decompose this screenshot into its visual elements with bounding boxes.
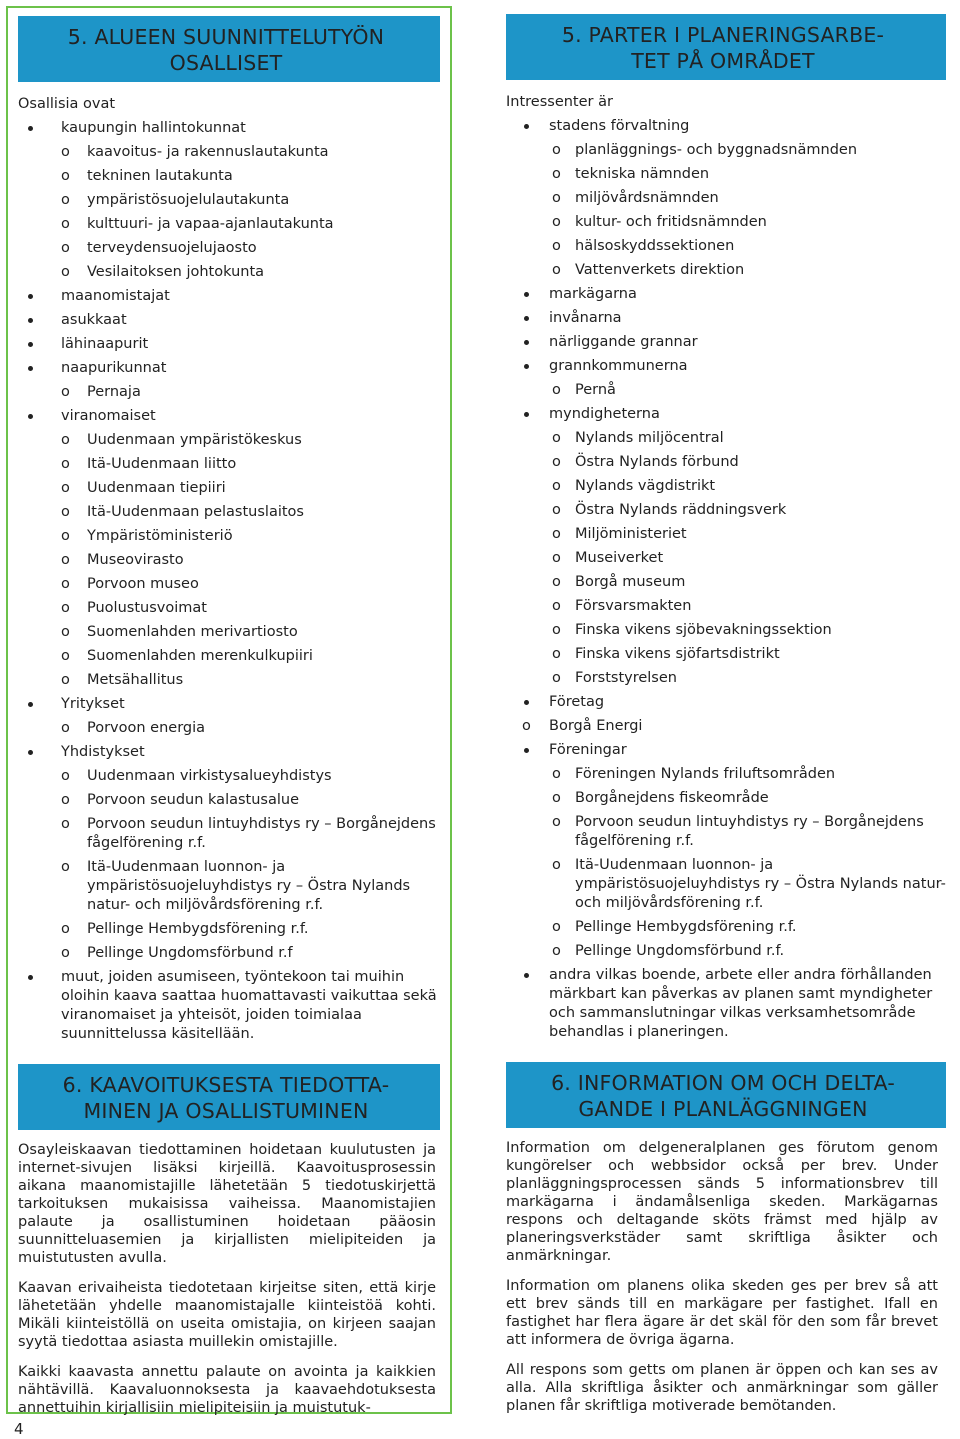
sub-list-item: o kultur- och fritidsnämnden [500,213,946,232]
sub-list-item: o Porvoon energia [8,719,450,738]
sub-list [8,143,450,282]
sub-list-item: o kaavoitus- ja rakennuslautakunta [8,143,450,162]
sub-list [500,429,946,688]
list-item-label: grannkommunerna [549,358,688,374]
sub-list-item: o Itä-Uudenmaan luonnon- ja ympäristösuojeluyhdistys ry – Östra Nylands natur- och miljövårdsförening r.f. [500,856,946,913]
list-item [8,743,450,963]
sub-list [500,765,946,961]
sub-list-item: o Försvarsmakten [500,597,946,616]
list-item [8,407,450,690]
list-item-label: lähinaapurit [61,336,149,352]
list-item-label: muut, joiden asumiseen, työntekoon tai muihin oloihin kaava saattaa huomattavasti vaikuttaa sekä viranomaiset ja yhteisöt, joiden toimialaa suunnittelussa käsitellään. [61,969,437,1042]
sub-list-item: o Östra Nylands förbund [500,453,946,472]
sub-list-item: o Uudenmaan tiepiiri [8,479,450,498]
list-item-label: naapurikunnat [61,360,167,376]
finnish-column [6,6,452,1414]
list-item-label: stadens förvaltning [549,118,690,134]
participants-list-sv [500,117,946,1042]
sub-list-item: o Suomenlahden merivartiosto [8,623,450,642]
list-item [8,968,450,1044]
list-item-label: närliggande grannar [549,334,698,350]
sub-list-item: o tekninen lautakunta [8,167,450,186]
list-item-label: Yritykset [61,696,125,712]
sub-list-item: o Museiverket [500,549,946,568]
sub-list-item: o terveydensuojelujaosto [8,239,450,258]
paragraph: Information om planens olika skeden ges per brev så att ett brev sänds till en markägare per fastighet. Ifall en fastighet har flera ägare är det skäl för den som får brevet att informera de övriga ägarna. [506,1278,938,1348]
list-item-label: markägarna [549,286,637,302]
sub-list-item: o Metsähallitus [8,671,450,690]
list-item-label: maanomistajat [61,288,170,304]
sub-list-item: o Finska vikens sjöbevakningssektion [500,621,946,640]
list-item-label: Borgå Energi [549,718,643,734]
paragraph: Osayleiskaavan tiedottaminen hoidetaan kuulutusten ja internet-sivujen lisäksi kirjeillä. Kaavoitusprosessin aikana maanomistajille lähetetään 5 tiedotuskirjettä tarkoituksen mukaisissa vaiheissa. Maanomistajien palaute ja osallistuminen hoidetaan pääosin suunnitteluasemien ja kirjallisten mielipiteiden ja muistutusten avulla. [18,1142,436,1266]
list-item [500,333,946,352]
sub-list-item: o Pellinge Ungdomsförbund r.f. [500,942,946,961]
sub-list-item: o Finska vikens sjöfartsdistrikt [500,645,946,664]
list-item-label: myndigheterna [549,406,660,422]
heading-line: 6. INFORMATION OM OCH DELTA- [551,1071,895,1095]
sub-list-item: o planläggnings- och byggnadsnämnden [500,141,946,160]
sub-list-item: o Porvoon museo [8,575,450,594]
paragraph: All respons som getts om planen är öppen och kan ses av alla. Alla skriftliga åsikter och anmärkningar som gäller planen får skriftliga motiverade bemötanden. [506,1362,938,1414]
paragraph: Information om delgeneralplanen ges förutom genom kungörelser och webbsidor också per brev. Under planläggningsprocessen sänds 5 informationsbrev till markägarna i ändamålsenliga skeden. Markägarnas respons och deltagande sköts främst med hjälp av planeringsverkstäder samt skriftliga åsikter och anmärkningar. [506,1140,938,1264]
section-6-heading-fi [18,1064,440,1130]
sub-list-item: o Nylands miljöcentral [500,429,946,448]
heading-line: TET PÅ OMRÅDET [631,49,815,73]
list-item [8,287,450,306]
heading-line: 5. ALUEEN SUUNNITTELUTYÖN [67,25,385,49]
sub-list-item: o Föreningen Nylands friluftsområden [500,765,946,784]
list-item-label: Yhdistykset [61,744,145,760]
sub-list [8,431,450,690]
list-item [8,311,450,330]
list-item [8,119,450,282]
section-5-heading-sv [506,14,946,80]
sub-list-item: o Porvoon seudun lintuyhdistys ry – Borgånejdens fågelförening r.f. [8,815,450,853]
sub-list-item: o Porvoon seudun lintuyhdistys ry – Borgånejdens fågelförening r.f. [500,813,946,851]
list-item-label: invånarna [549,310,622,326]
participants-intro-sv: Intressenter är [506,94,613,110]
list-item [8,359,450,402]
list-item [500,966,946,1042]
sub-list-item: o miljövårdsnämnden [500,189,946,208]
list-item-label: viranomaiset [61,408,156,424]
swedish-column [500,6,946,1414]
sub-list-item: o Pellinge Hembygdsförening r.f. [8,920,450,939]
list-item [500,717,946,736]
list-item-label: asukkaat [61,312,127,328]
section-6-sv [500,1054,946,1427]
sub-list-item: o Vattenverkets direktion [500,261,946,280]
paragraph: Kaavan erivaiheista tiedotetaan kirjeitse siten, että kirje lähetetään yhdelle maanomistajalle kiinteistöä kohti. Mikäli kiinteistöllä on useita omistajia, on kirjeen saajan syytä tiedottaa asiasta muillekin omistajille. [18,1280,436,1350]
list-item [500,357,946,400]
sub-list-item: o Nylands vägdistrikt [500,477,946,496]
sub-list-item: o Östra Nylands räddningsverk [500,501,946,520]
sub-list-item: o Forststyrelsen [500,669,946,688]
sub-list-item: o hälsoskyddssektionen [500,237,946,256]
sub-list-item: o Itä-Uudenmaan luonnon- ja ympäristösuojeluyhdistys ry – Östra Nylands natur- och miljövårdsförening r.f. [8,858,450,915]
sub-list [8,383,450,402]
participants-list-fi [8,119,450,1044]
sub-list [500,141,946,280]
sub-list-item: o Itä-Uudenmaan liitto [8,455,450,474]
sub-list [500,381,946,400]
sub-list-item: o Uudenmaan virkistysalueyhdistys [8,767,450,786]
list-item [8,695,450,738]
page-number: 4 [14,1420,24,1438]
heading-line: 6. KAAVOITUKSESTA TIEDOTTA- [62,1073,390,1097]
list-item-label: kaupungin hallintokunnat [61,120,246,136]
sub-list-item: o ympäristösuojelulautakunta [8,191,450,210]
sub-list-item: o Pernaja [8,383,450,402]
sub-list-item: o Suomenlahden merenkulkupiiri [8,647,450,666]
list-item [500,309,946,328]
section-6-heading-sv [506,1062,946,1128]
sub-list-item: o Borgånejdens fiskeområde [500,789,946,808]
section-6-fi [8,1056,450,1429]
list-item [8,335,450,354]
heading-line: GANDE I PLANLÄGGNINGEN [578,1097,868,1121]
sub-list-item: o Vesilaitoksen johtokunta [8,263,450,282]
list-item [500,693,946,712]
heading-line: OSALLISET [169,51,283,75]
sub-list-item: o Pernå [500,381,946,400]
sub-list-item: o Borgå museum [500,573,946,592]
paragraph: Kaikki kaavasta annettu palaute on avointa ja kaikkien nähtävillä. Kaavaluonnoksesta ja kaavaehdotuksesta annettuihin kirjallisiin mielipiteisiin ja muistutuk- [18,1364,436,1416]
section-5-heading-fi [18,16,440,82]
sub-list-item: o Puolustusvoimat [8,599,450,618]
sub-list-item: o Pellinge Ungdomsförbund r.f [8,944,450,963]
heading-line: 5. PARTER I PLANERINGSARBE- [561,23,885,47]
sub-list-item: o Museovirasto [8,551,450,570]
list-item-label: andra vilkas boende, arbete eller andra förhållanden märkbart kan påverkas av planen samt myndigheter och sammanslutningar vilkas verksamhetsområde behandlas i planeringen. [549,967,933,1040]
sub-list [8,767,450,963]
sub-list-item: o tekniska nämnden [500,165,946,184]
list-item [500,285,946,304]
sub-list-item: o Itä-Uudenmaan pelastuslaitos [8,503,450,522]
list-item-label: Föreningar [549,742,627,758]
sub-list-item: o Uudenmaan ympäristökeskus [8,431,450,450]
heading-line: MINEN JA OSALLISTUMINEN [83,1099,369,1123]
list-item-label: Företag [549,694,605,710]
sub-list-item: o Porvoon seudun kalastusalue [8,791,450,810]
sub-list-item: o Ympäristöministeriö [8,527,450,546]
list-item [500,741,946,961]
participants-intro-fi: Osallisia ovat [18,96,116,112]
list-item [500,405,946,688]
sub-list-item: o kulttuuri- ja vapaa-ajanlautakunta [8,215,450,234]
sub-list-item: o Miljöministeriet [500,525,946,544]
sub-list-item: o Pellinge Hembygdsförening r.f. [500,918,946,937]
sub-list [8,719,450,738]
list-item [500,117,946,280]
